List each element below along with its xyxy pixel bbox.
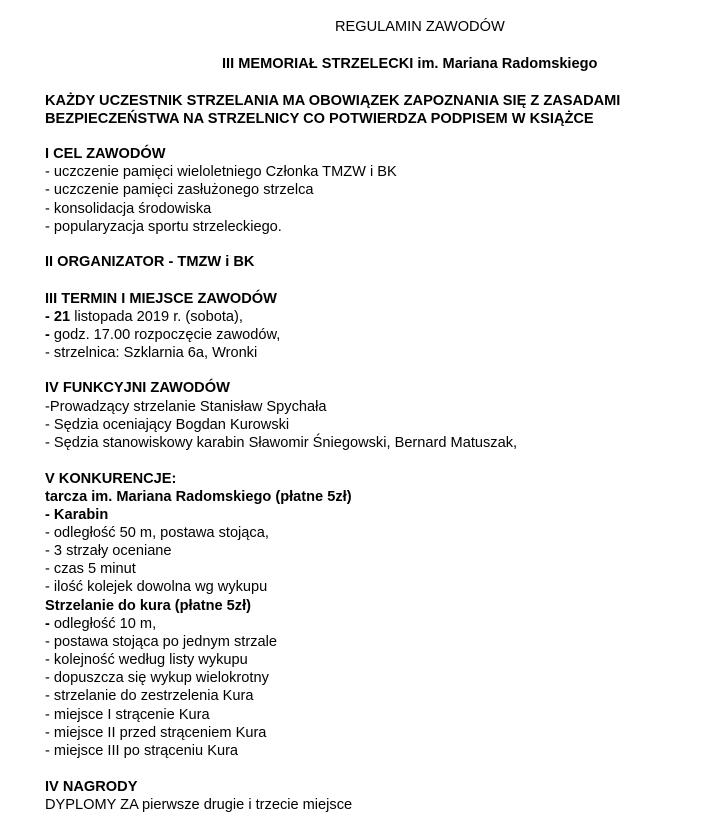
list-item: - czas 5 minut [45, 561, 136, 577]
list-item: - 3 strzały oceniane [45, 543, 172, 559]
list-item: - uczczenie pamięci wieloletniego Członka TMZW i BK [45, 164, 397, 180]
list-item: - dopuszcza się wykup wielokrotny [45, 670, 269, 686]
section-heading-prizes: IV NAGRODY [45, 779, 138, 795]
section-heading-competitions: V KONKURENCJE: [45, 471, 177, 487]
section-heading-date-place: III TERMIN I MIEJSCE ZAWODÓW [45, 291, 277, 307]
list-item: - kolejność według listy wykupu [45, 652, 248, 668]
section-heading-organizer: II ORGANIZATOR - TMZW i BK [45, 254, 255, 270]
safety-warning-line-2: BEZPIECZEŃSTWA NA STRZELNICY CO POTWIERDZA PODPISEM W KSIĄŻCE [45, 111, 594, 127]
list-item: - uczczenie pamięci zasłużonego strzelca [45, 182, 314, 198]
list-item: - 21 listopada 2019 r. (sobota), [45, 309, 243, 325]
list-item: -Prowadzący strzelanie Stanisław Spychała [45, 399, 327, 415]
list-item: - Sędzia stanowiskowy karabin Sławomir Śniegowski, Bernard Matuszak, [45, 435, 518, 451]
section-heading-officials: IV FUNKCYJNI ZAWODÓW [45, 380, 230, 396]
competition-title-target: tarcza im. Mariana Radomskiego (płatne 5zł) [45, 489, 352, 505]
list-item: - ilość kolejek dowolna wg wykupu [45, 579, 268, 595]
competition-title-rooster: Strzelanie do kura (płatne 5zł) [45, 598, 251, 614]
list-item: - miejsce I strącenie Kura [45, 707, 210, 723]
list-item: - strzelnica: Szklarnia 6a, Wronki [45, 345, 258, 361]
list-item: - postawa stojąca po jednym strzale [45, 634, 277, 650]
list-item: - godz. 17.00 rozpoczęcie zawodów, [45, 327, 281, 343]
prizes-text: DYPLOMY ZA pierwsze drugie i trzecie miejsce [45, 797, 353, 813]
document-subtitle: III MEMORIAŁ STRZELECKI im. Mariana Radomskiego [222, 56, 598, 72]
list-item: - odległość 50 m, postawa stojąca, [45, 525, 269, 541]
competition-subtitle-rifle: - Karabin [45, 507, 109, 523]
section-heading-goal: I CEL ZAWODÓW [45, 146, 166, 162]
list-item: - strzelanie do zestrzelenia Kura [45, 688, 254, 704]
list-item: - popularyzacja sportu strzeleckiego. [45, 219, 282, 235]
list-item: - konsolidacja środowiska [45, 201, 212, 217]
list-item: - miejsce III po strąceniu Kura [45, 743, 239, 759]
list-item: - miejsce II przed strąceniem Kura [45, 725, 267, 741]
list-item: - Sędzia oceniający Bogdan Kurowski [45, 417, 290, 433]
document-title: REGULAMIN ZAWODÓW [335, 19, 505, 35]
list-item: - odległość 10 m, [45, 616, 157, 632]
safety-warning-line-1: KAŻDY UCZESTNIK STRZELANIA MA OBOWIĄZEK ZAPOZNANIA SIĘ Z ZASADAMI [45, 93, 621, 109]
